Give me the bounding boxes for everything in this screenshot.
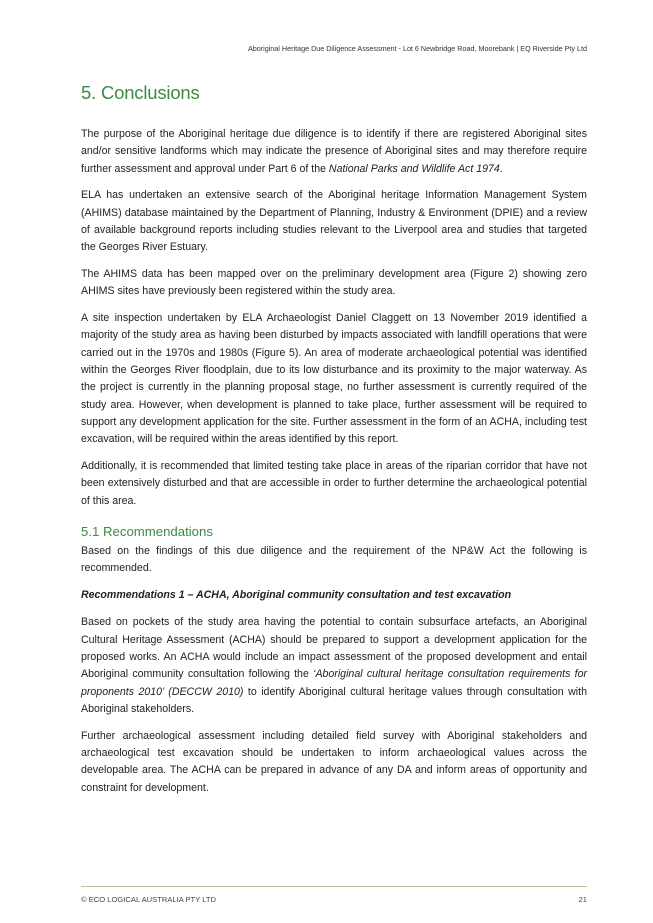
paragraph-ahims-data: The AHIMS data has been mapped over on the preliminary development area (Figure 2) showing zero AHIMS sites have previously been registered within the study area.	[81, 268, 587, 298]
paragraph-additional-testing: Additionally, it is recommended that limited testing take place in areas of the riparian corridor that have not been extensively disturbed and that are accessible in order to further determine the archaeological potential of this area.	[81, 460, 587, 507]
running-header: Aboriginal Heritage Due Diligence Assessment - Lot 6 Newbridge Road, Moorebank | EQ Riverside Pty Ltd	[247, 44, 587, 53]
paragraph-text: to identify Aboriginal cultural heritage values through consultation with Aboriginal stakeholders.	[81, 685, 587, 715]
paragraph-text: The purpose of the Aboriginal heritage due diligence is to identify if there are registered Aboriginal sites and/or sensitive landforms which may indicate the presence of Aboriginal sites and may therefore require further assessment and approval under Part 6 of the	[81, 128, 587, 175]
section-title: 5. Conclusions	[81, 82, 200, 103]
recommendation-title: Recommendations 1 – ACHA, Aboriginal community consultation and test excavation	[81, 589, 512, 602]
act-name: National Parks and Wildlife Act 1974	[328, 162, 500, 175]
paragraph-site-inspection: A site inspection undertaken by ELA Archaeologist Daniel Claggett on 13 November 2019 identified a majority of the study area as having been disturbed by impacts associated with landfill operations that were carried out in the 1970s and 1980s (Figure 5). An area of moderate archaeological potential was identified within the Georges River floodplain, due to its low disturbance and its proximity to the major waterway. As the project is currently in the planning proposal stage, no further assessment is currently required of the study area. However, when development is planned to take place, further assessment will be required to support any development application for the site. Further assessment in the form of an ACHA, including test excavation, will be required within the areas identified by this report.	[81, 312, 587, 446]
recommendation-paragraph-further-assessment: Further archaeological assessment including detailed field survey with Aboriginal stakeholders and archaeological test excavation should be undertaken to inform archaeological values across the developable area. The ACHA can be prepared in advance of any DA and inform areas of opportunity and constraint for development.	[81, 729, 587, 794]
page-number: 21	[578, 895, 587, 904]
footer-divider	[81, 886, 587, 887]
footer-copyright: © ECO LOGICAL AUSTRALIA PTY LTD	[81, 895, 217, 904]
recommendation-paragraph-acha	[81, 614, 587, 718]
paragraph-ahims-search: ELA has undertaken an extensive search of the Aboriginal heritage Information Management System (AHIMS) database maintained by the Department of Planning, Industry & Environment (DPIE) and a review of available background reports including studies relevant to the Liverpool area and studies that targeted the Georges River Estuary.	[81, 189, 587, 254]
recommendations-intro: Based on the findings of this due diligence and the requirement of the NP&W Act the following is recommended.	[81, 544, 587, 575]
paragraph-text: Based on pockets of the study area having the potential to contain subsurface artefacts, an Aboriginal Cultural Heritage Assessment (ACHA) should be prepared to support a development application for the proposed works. An ACHA would include an impact assessment of the proposed development and entail Aboriginal community consultation following the	[81, 616, 587, 681]
subsection-title: 5.1 Recommendations	[81, 523, 213, 539]
paragraph-purpose	[81, 126, 587, 178]
section-body	[81, 126, 587, 806]
reference-title: ‘Aboriginal cultural heritage consultation requirements for proponents 2010’ (DECCW 2010)	[81, 668, 587, 698]
paragraph-text: .	[499, 162, 503, 175]
